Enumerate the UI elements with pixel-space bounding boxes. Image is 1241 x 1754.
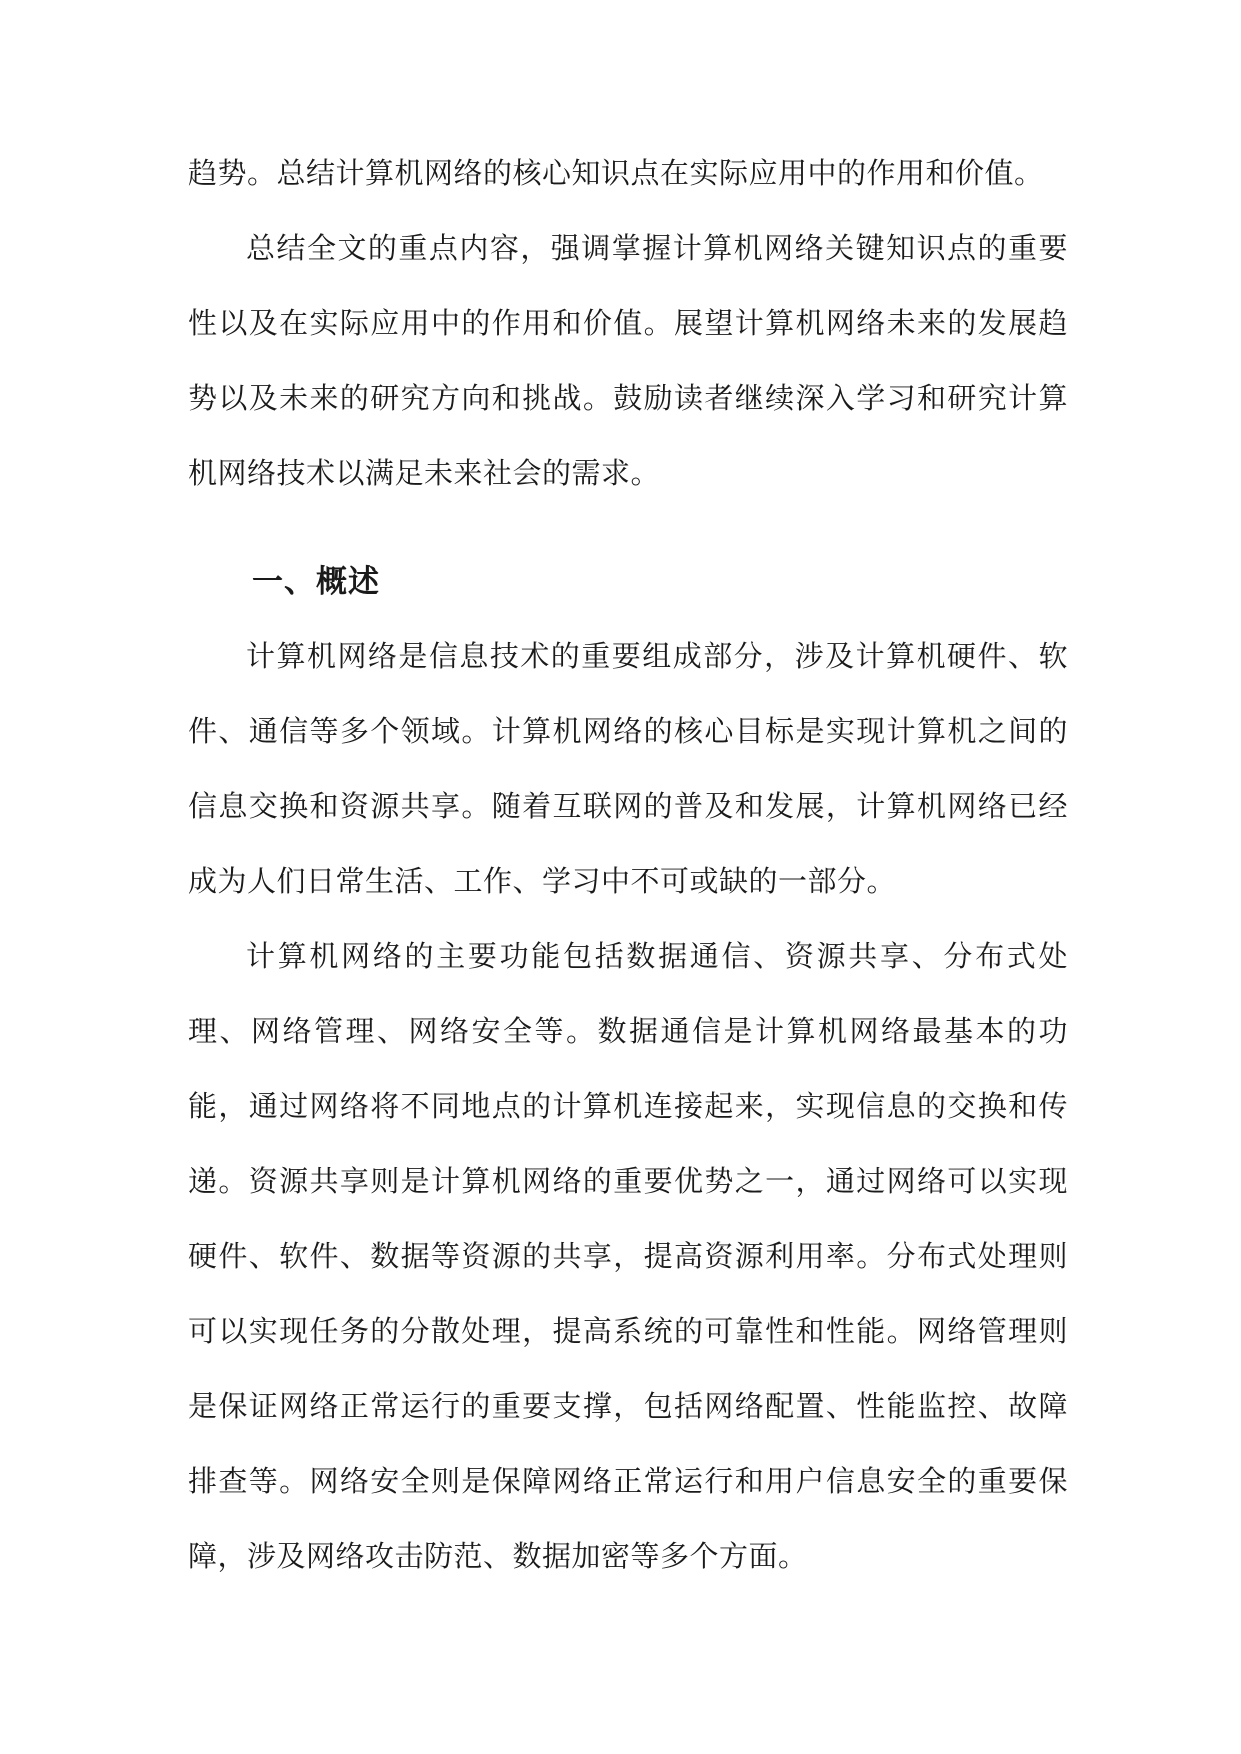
section-heading: 一、概述 [252,564,380,600]
paragraph-summary: 总结全文的重点内容，强调掌握计算机网络关键知识点的重要性以及在实际应用中的作用和价值。展望计算机网络未来的发展趋势以及未来的研究方向和挑战。鼓励读者继续深入学习和研究计算机网络技术以满足未来社会的需求。 [188,231,1068,490]
document-body [188,136,1068,1594]
paragraph-overview-functions: 计算机网络的主要功能包括数据通信、资源共享、分布式处理、网络管理、网络安全等。数据通信是计算机网络最基本的功能，通过网络将不同地点的计算机连接起来，实现信息的交换和传递。资源共享则是计算机网络的重要优势之一，通过网络可以实现硬件、软件、数据等资源的共享，提高资源利用率。分布式处理则可以实现任务的分散处理，提高系统的可靠性和性能。网络管理则是保证网络正常运行的重要支撑，包括网络配置、性能监控、故障排查等。网络安全则是保障网络正常运行和用户信息安全的重要保障，涉及网络攻击防范、数据加密等多个方面。 [188,939,1068,1573]
paragraph-overview-intro: 计算机网络是信息技术的重要组成部分，涉及计算机硬件、软件、通信等多个领域。计算机网络的核心目标是实现计算机之间的信息交换和资源共享。随着互联网的普及和发展，计算机网络已经成为人们日常生活、工作、学习中不可或缺的一部分。 [188,639,1068,898]
paragraph-continuation: 趋势。总结计算机网络的核心知识点在实际应用中的作用和价值。 [188,156,1044,190]
